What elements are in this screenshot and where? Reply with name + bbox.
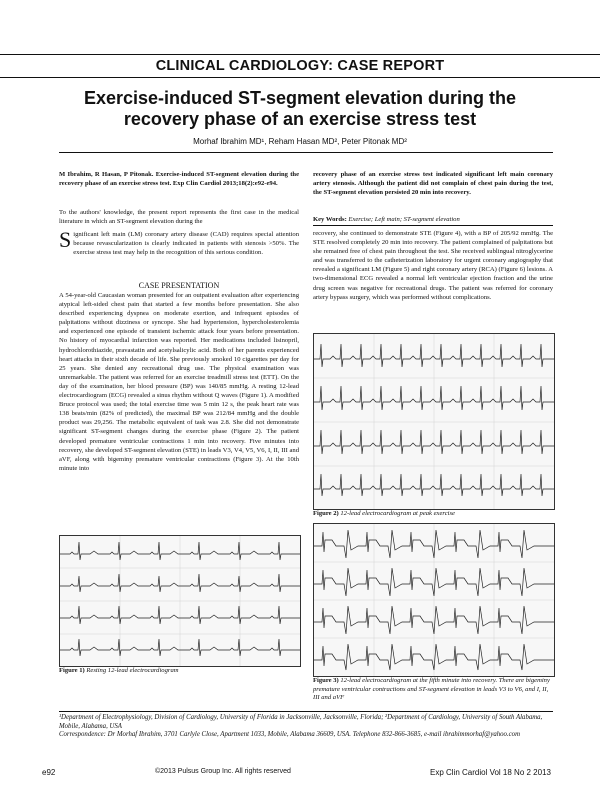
- affiliations: [59, 714, 553, 740]
- keywords-text: Exercise; Left main; ST-segment elevation: [348, 216, 460, 223]
- figure-2-ecg: [313, 333, 555, 510]
- citation-authors: M Ibrahim, R Hasan, P Pitonak.: [59, 171, 154, 178]
- authors-rule: [59, 152, 553, 153]
- figure-1-caption: [59, 667, 299, 676]
- case-heading: CASE PRESENTATION: [138, 281, 220, 290]
- section-heading: CLINICAL CARDIOLOGY: CASE REPORT: [155, 58, 445, 74]
- figure-2-label: Figure 2): [313, 510, 339, 517]
- figure-1-label: Figure 1): [59, 667, 85, 674]
- recovery-text: recovery, she continued to demonstrate STE (Figure 4), with a BP of 205/92 mmHg. The STE resolved completely 20 min into recovery. The patient complained of palpitations but she remained free of chest pain throughout the test. She received sublingual nitroglycerine and was transferred to the catheterization laboratory for urgent coronary angiography that revealed a significant LM (Figure 5) and right coronary artery (RCA) (Figure 6) lesions. A two-dimensional ECG revealed a normal left ventricular ejection fraction and the urine drug screen was negative for recreational drugs. The patient was referred for coronary artery bypass surgery, which was performed without complications.: [313, 230, 553, 301]
- figure-3-caption-text: 12-lead electrocardiogram at the fifth minute into recovery. There are bigeminy premature ventricular contractions and ST-segment elevation in leads V3 to V6, and I, II, III and aVF: [313, 677, 550, 701]
- case-paragraph: A 54-year-old Caucasian woman presented for an outpatient evaluation after experiencing atypical left-sided chest pain that started a few months before presentation. She also described experiencing dyspnea on moderate exertion, and infrequent episodes of palpitations without dizziness or syncope. She had hypertension, hypercholesterolemia and experienced one episode of transient ischemic attack four years before presentation. No history of myocardial infarction was reported. Her medications included lisinopril, hydrochlorothiazide, pravastatin and acetylsalicylic acid. Both of her parents experienced heart attacks in their sixth decade of life. She previously smoked 10 cigarettes per day for 25 years. She denied any recreational drug use. The physical examination was unremarkable. The patient was referred for an exercise treadmill stress test (ETT). On the day of the examination, her blood pressure (BP) was 140/85 mmHg. A resting 12-lead electrocardiogram (ECG) revealed a sinus rhythm without Q waves (Figure 1). A modified Bruce protocol was used; the total exercise time was 5 min 12 s, the peak heart rate was 138 beats/min (82% of predicted), the maximal BP was 212/84 mmHg and the double product was 29,256. The metabolic equivalent of task was 2.8. She did not demonstrate significant ST-segment changes during the exercise phase (Figure 2). The patient developed premature ventricular contractions 1 min into recovery. Five minutes into recovery, she developed ST-segment elevation (STE) in leads V3, V4, V5, V6, I, II, III and aVF, along with bigeminy premature ventricular contractions (Figure 3). At the 10th minute into: [59, 292, 299, 472]
- intro-paragraph: To the authors' knowledge, the present report represents the first case in the medical literature in which an ST-segment elevation during the: [59, 209, 299, 226]
- footnote-rule: [59, 711, 553, 712]
- article-title: Exercise-induced ST-segment elevation during the recovery phase of an exercise stress test: [83, 88, 517, 129]
- author-list: Morhaf Ibrahim MD¹, Reham Hasan MD², Peter Pitonak MD²: [193, 137, 407, 146]
- heading-rule: [0, 77, 600, 78]
- figure-3-caption: [313, 677, 553, 703]
- figure-1-ecg: [59, 535, 301, 667]
- figure-3-label: Figure 3): [313, 677, 339, 684]
- figure-3-ecg: [313, 523, 555, 677]
- figure-2-caption-text: 12-lead electrocardiogram at peak exercise: [340, 510, 455, 517]
- lm-paragraph-text: ignificant left main (LM) coronary artery disease (CAD) requires special attention because revascularization is clearly indicated in patients with stenosis >50%. The exercise stress test may help in the recognition of this serious condition.: [73, 231, 299, 257]
- affiliation-line: ¹Department of Electrophysiology, Division of Cardiology, University of Florida in Jacksonville, Jacksonville, Florida; ²Department of Cardiology, University of South Alabama, Mobile, Alabama, USA: [59, 714, 543, 730]
- abstract-right-text: recovery phase of an exercise stress test indicated significant left main coronary artery stenosis. Although the patient did not complain of chest pain during the test, the ST-segment elevation persisted 20 min into recovery.: [313, 171, 553, 197]
- journal-info: Exp Clin Cardiol Vol 18 No 2 2013: [430, 768, 551, 777]
- keywords-label: Key Words:: [313, 216, 347, 223]
- copyright: ©2013 Pulsus Group Inc. All rights reserved: [155, 768, 291, 775]
- recovery-paragraph: [313, 229, 553, 302]
- case-section: [59, 281, 299, 473]
- page-number: e92: [42, 768, 56, 777]
- drop-cap: S: [59, 227, 72, 252]
- abstract-continued: [313, 170, 553, 197]
- correspondence-line: Correspondence: Dr Morhaf Ibrahim, 3701 Carlyle Close, Apartment 1033, Mobile, Alabama 36609, USA. Telephone 832-866-3685, e-mail ibrahimmorhaf@yahoo.com: [59, 731, 520, 739]
- keywords-rule: [313, 225, 553, 226]
- figure-2-caption: [313, 510, 553, 519]
- keywords: [313, 215, 553, 224]
- figure-1-caption-text: Resting 12-lead electrocardiogram: [86, 667, 179, 674]
- intro-text: [59, 208, 299, 226]
- citation-text: Exercise-induced ST-segment elevation during the recovery phase of an exercise stress test. Exp Clin Cardiol 2013;18(2):e92-e94.: [59, 171, 299, 188]
- citation-block: [59, 170, 299, 188]
- lm-paragraph: [59, 227, 299, 257]
- top-rule: [0, 54, 600, 55]
